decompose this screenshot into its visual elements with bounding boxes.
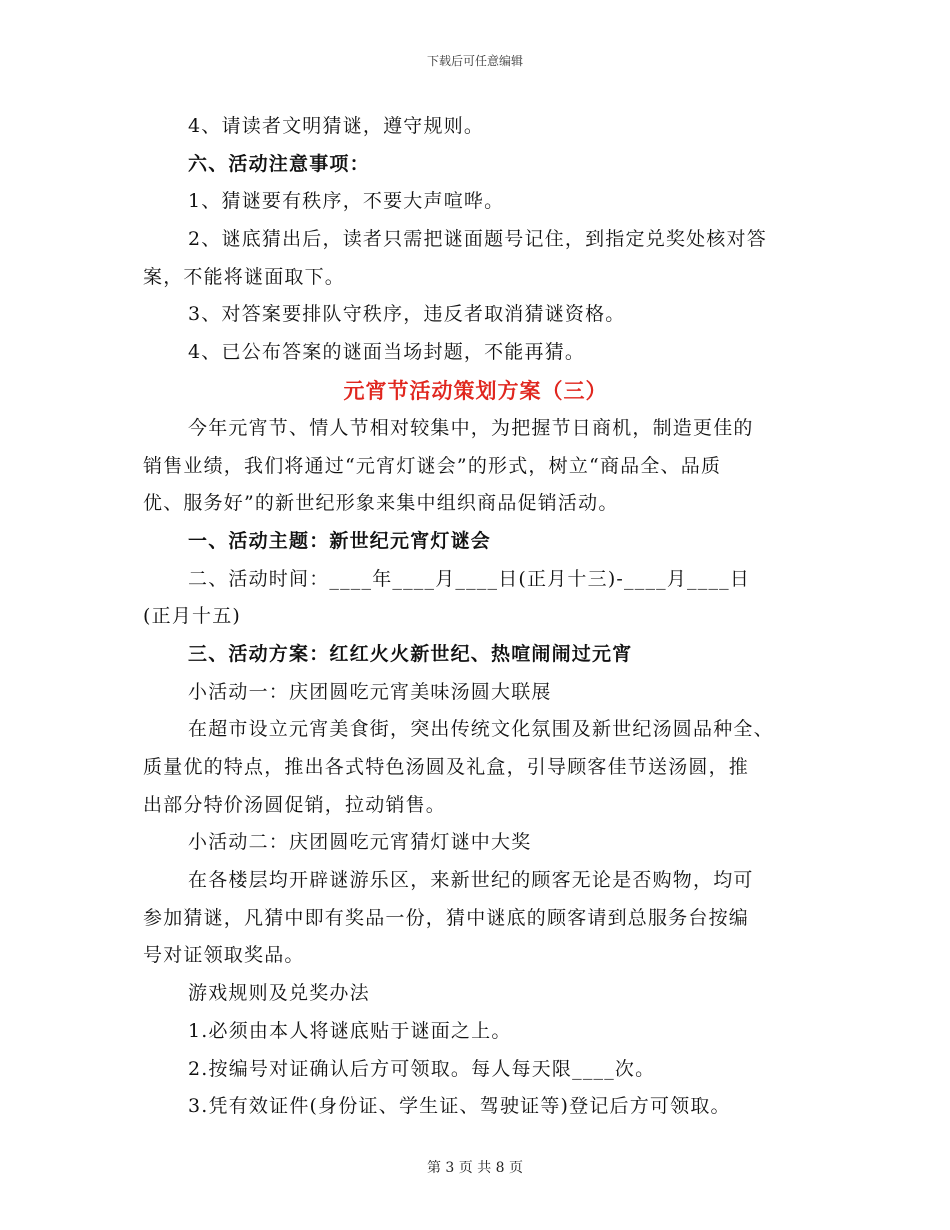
- section-heading: 三、活动方案：红红火火新世纪、热喧闹闹过元宵: [188, 642, 633, 665]
- notice-item-continued: 案，不能将谜面取下。: [143, 265, 346, 288]
- rule-item: 3.凭有效证件(身份证、学生证、驾驶证等)登记后方可领取。: [188, 1095, 731, 1118]
- paragraph-line: 在超市设立元宵美食街，突出传统文化氛围及新世纪汤圆品种全、: [188, 718, 774, 741]
- paragraph-line: 号对证领取奖品。: [143, 944, 305, 967]
- paragraph-line: 质量优的特点，推出各式特色汤圆及礼盒，引导顾客佳节送汤圆，推: [143, 756, 750, 778]
- rules-heading: 游戏规则及兑奖办法: [188, 982, 370, 1005]
- rule-item: 1.必须由本人将谜底贴于谜面之上。: [188, 1019, 512, 1042]
- activity-time-continued: (正月十五): [143, 605, 242, 628]
- document-title: 元宵节活动策划方案（三）: [343, 377, 608, 403]
- section-heading: 一、活动主题：新世纪元宵灯谜会: [188, 529, 492, 552]
- notice-item: 4、已公布答案的谜面当场封题，不能再猜。: [188, 341, 586, 364]
- paragraph-line: 出部分特价汤圆促销，拉动销售。: [143, 793, 447, 816]
- header-note: 下载后可任意编辑: [426, 54, 523, 68]
- document-body: [143, 108, 808, 1126]
- activity-time: 二、活动时间：____年____月____日(正月十三)-____月____日: [188, 567, 751, 590]
- rule-item: 2.按编号对证确认后方可领取。每人每天限____次。: [188, 1057, 656, 1080]
- notice-item: 1、猜谜要有秩序，不要大声喧哗。: [188, 190, 505, 213]
- paragraph-line: 优、服务好”的新世纪形象来集中组织商品促销活动。: [143, 492, 619, 515]
- notice-item: 2、谜底猜出后，读者只需把谜面题号记住，到指定兑奖处核对答: [188, 228, 767, 251]
- notice-item: 3、对答案要排队守秩序，违反者取消猜谜资格。: [188, 303, 626, 326]
- section-heading: 六、活动注意事项：: [188, 152, 370, 175]
- paragraph-line: 参加猜谜，凡猜中即有奖品一份，猜中谜底的顾客请到总服务台按编: [143, 906, 750, 929]
- rule-item: 4、请读者文明猜谜，遵守规则。: [188, 115, 485, 137]
- paragraph-line: 今年元宵节、情人节相对较集中，为把握节日商机，制造更佳的: [188, 416, 754, 439]
- paragraph-line: 在各楼层均开辟谜游乐区，来新世纪的顾客无论是否购物，均可: [188, 869, 754, 892]
- paragraph-line: 销售业绩，我们将通过“元宵灯谜会”的形式，树立“商品全、品质: [143, 454, 722, 477]
- sub-activity-heading: 小活动一：庆团圆吃元宵美味汤圆大联展: [188, 680, 552, 703]
- page-number: 第 3 页 共 8 页: [426, 1160, 524, 1176]
- sub-activity-heading: 小活动二：庆团圆吃元宵猜灯谜中大奖: [188, 831, 532, 854]
